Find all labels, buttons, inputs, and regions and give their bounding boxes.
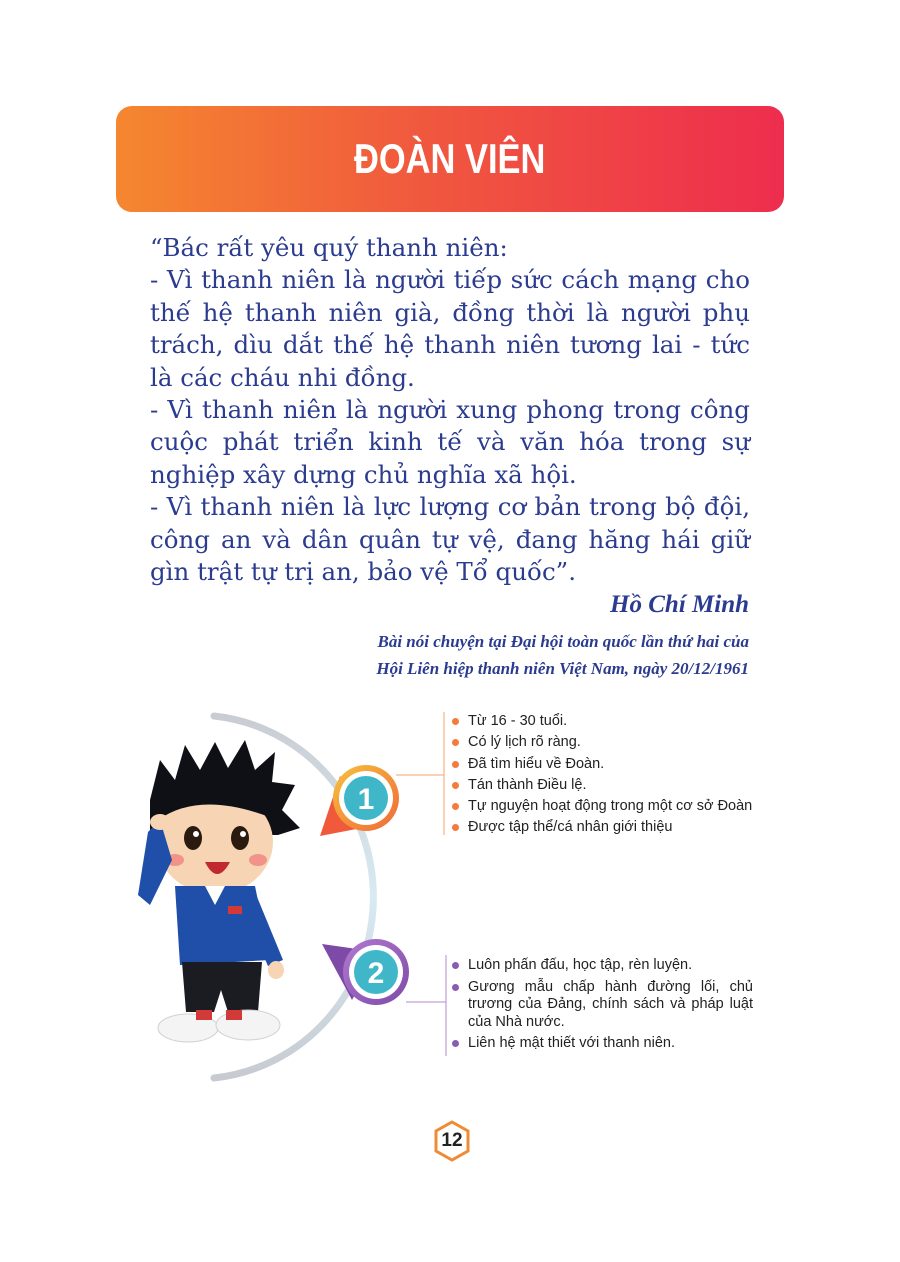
criteria-list-1 — [450, 711, 770, 839]
criteria-list-2 — [450, 957, 753, 1057]
quote-intro: “Bác rất yêu quý thanh niên: — [150, 233, 508, 262]
page-title: ĐOÀN VIÊN — [354, 135, 546, 182]
badge-1 — [320, 712, 444, 836]
quote-point-2: - Vì thanh niên là người xung phong trong công cuộc phát triển kinh tế và văn hóa trong sự nghiệp xây dựng chủ nghĩa xã hội. — [150, 395, 750, 489]
quote-source — [376, 628, 749, 682]
quote-source-line-2: Hội Liên hiệp thanh niên Việt Nam, ngày 20/12/1961 — [376, 659, 749, 678]
quote-point-1: - Vì thanh niên là người tiếp sức cách mạng cho thế hệ thanh niên già, đồng thời là người phụ trách, dìu dắt thế hệ thanh niên tương lai - tức là các cháu nhi đồng. — [150, 265, 750, 392]
page-number: 12 — [441, 1130, 463, 1151]
list-item: Gương mẫu chấp hành đường lối, chủ trương của Đảng, chính sách và pháp luật của Nhà nước. — [450, 979, 753, 1032]
quote-author: Hồ Chí Minh — [610, 591, 749, 618]
list-item: Từ 16 - 30 tuổi. — [450, 711, 770, 732]
list-item: Tự nguyện hoạt động trong một cơ sở Đoàn — [450, 796, 770, 817]
badge-1-number: 1 — [357, 783, 375, 816]
list-item: Được tập thể/cá nhân giới thiệu — [450, 817, 770, 838]
boy-illustration — [138, 740, 300, 1042]
list-item: Tán thành Điều lệ. — [450, 775, 770, 796]
badge-2-number: 2 — [367, 957, 385, 990]
title-banner — [116, 106, 784, 212]
quote-block — [150, 232, 750, 588]
list-item: Đã tìm hiểu về Đoàn. — [450, 754, 770, 775]
list-item: Có lý lịch rõ ràng. — [450, 732, 770, 753]
page-number-badge — [433, 1120, 471, 1162]
list-item: Luôn phấn đấu, học tập, rèn luyện. — [450, 957, 753, 975]
quote-source-line-1: Bài nói chuyện tại Đại hội toàn quốc lần thứ hai của — [377, 632, 749, 651]
quote-point-3: - Vì thanh niên là lực lượng cơ bản trong bộ đội, công an và dân quân tự vệ, đang hăng hái giữ gìn trật tự trị an, bảo vệ Tổ quốc”. — [150, 492, 750, 587]
list-item: Liên hệ mật thiết với thanh niên. — [450, 1035, 753, 1053]
